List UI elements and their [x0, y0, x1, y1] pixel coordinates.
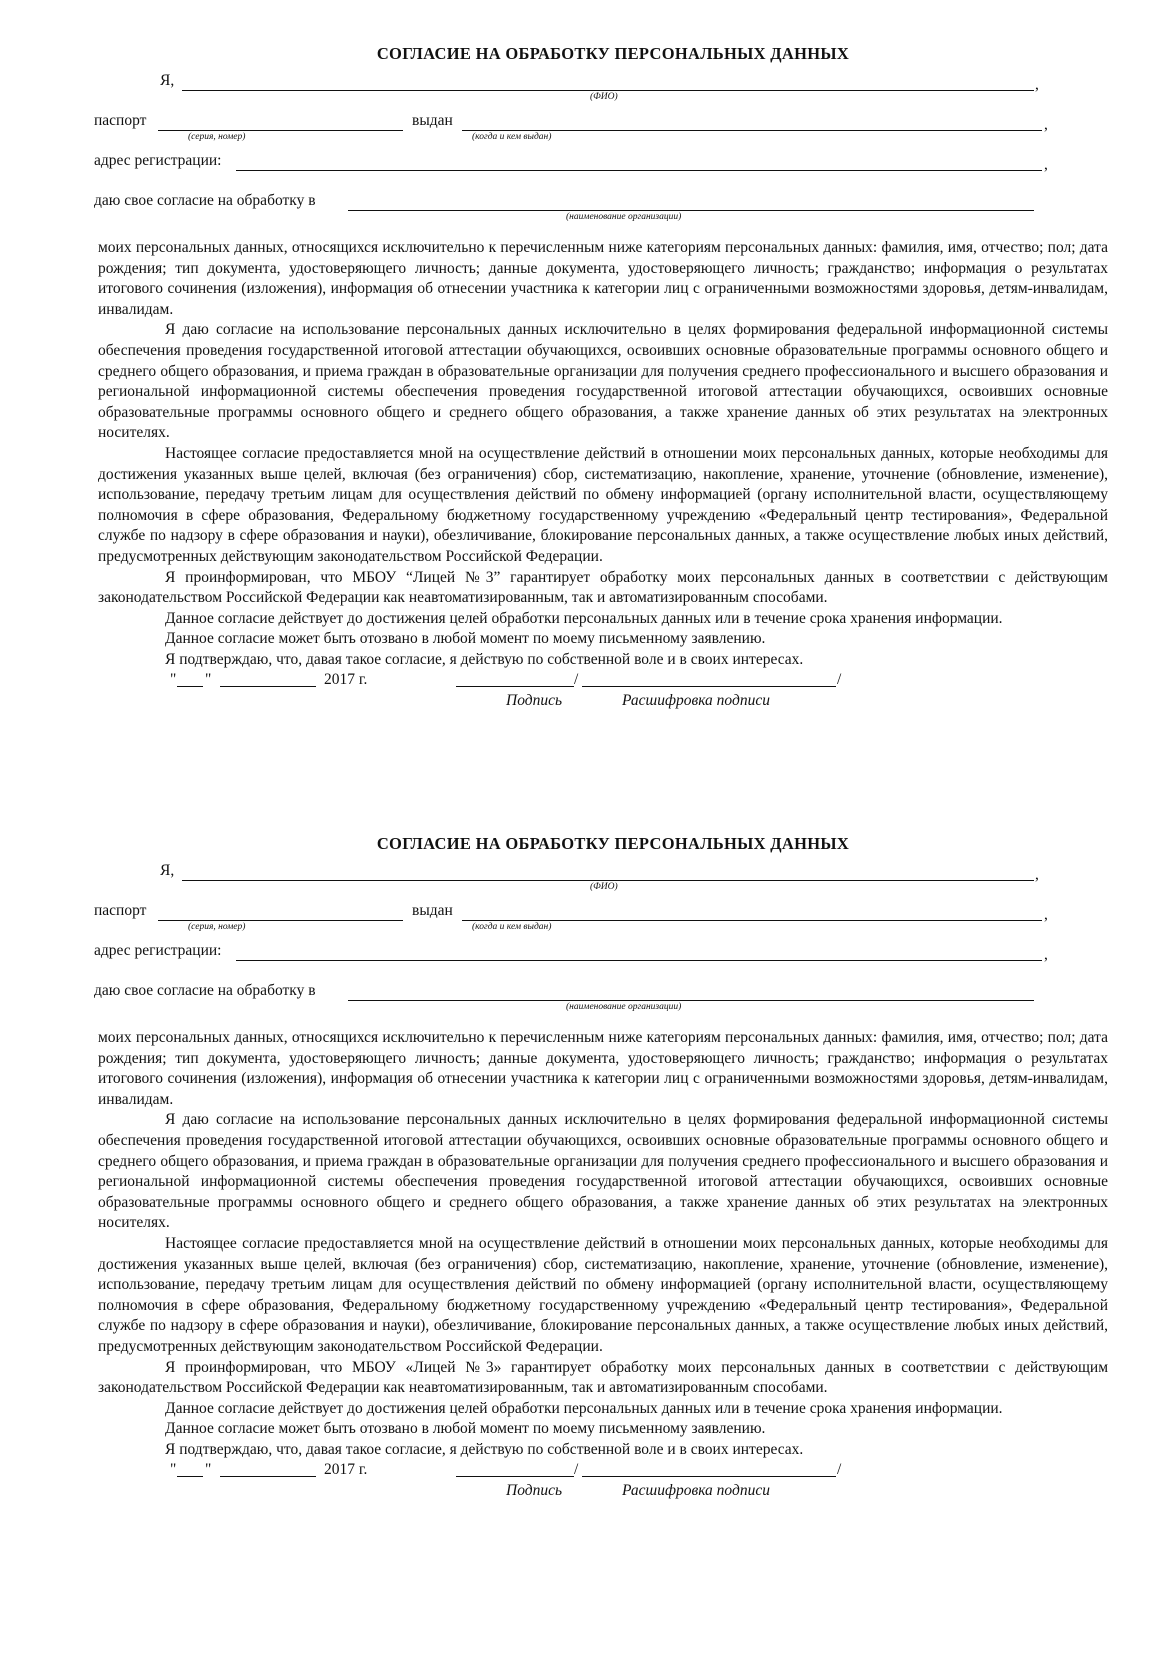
- fio-field[interactable]: [182, 880, 1034, 881]
- paragraph-categories: моих персональных данных, относящихся исключительно к перечисленным ниже категориям персональных данных: фамилия, имя, отчество; пол; дата рождения; тип документа, удостоверяющего личность; данные документа, удостоверяющего личность; гражданство; информация о результатах итогового сочинения (изложения), информация об отнесении участника к категории лиц с ограниченными возможностями здоровья, детям-инвалидам, инвалидам.: [98, 1029, 1108, 1108]
- passport-row: [94, 110, 1108, 150]
- paragraph-confirmation: Я подтверждаю, что, давая такое согласие, я действую по собственной воле и в своих интересах.: [165, 650, 804, 668]
- address-field[interactable]: [236, 960, 1042, 961]
- signature-end-slash: /: [837, 671, 842, 689]
- decoding-caption: Расшифровка подписи: [622, 692, 770, 710]
- signature-caption: Подпись: [506, 1482, 563, 1500]
- fio-field[interactable]: [182, 90, 1034, 91]
- issued-hint: (когда и кем выдан): [472, 922, 552, 932]
- date-month-field[interactable]: [220, 686, 316, 687]
- paragraph-purpose: Я даю согласие на использование персональных данных исключительно в целях формирования федеральной информационной системы обеспечения проведения государственной итоговой аттестации обучающихся, освоивших основные образовательные программы основного общего и среднего общего образования, и приема граждан в образовательные организации для получения среднего профессионального и высшего образования и региональной информационной системы обеспечения проведения государственной итоговой аттестации обучающихся, освоивших основные образовательные программы основного общего и среднего общего образования, а также хранение данных об этих результатах на электронных носителях.: [98, 1111, 1108, 1232]
- consent-body: [98, 238, 1108, 670]
- address-row: [94, 940, 1108, 980]
- signature-decoding-field[interactable]: [582, 1476, 836, 1477]
- date-year: 2017 г.: [324, 671, 368, 689]
- organization-hint: (наименование организации): [566, 1002, 682, 1012]
- paragraph-actions: Настоящее согласие предоставляется мной на осуществление действий в отношении моих персональных данных, которые необходимы для достижения указанных выше целей, включая (без ограничения) сбор, систематизацию, накопление, хранение, уточнение (обновление, изменение), использование, передачу третьим лицам для осуществления действий по обмену информацией (органу исполнительной власти, осуществляющему полномочия в сфере образования, Федеральному бюджетному государственному учреждению «Федеральный центр тестирования», Федеральной службе по надзору в сфере образования и науки), обезличивание, блокирование персональных данных, а также осуществление любых иных действий, предусмотренных действующим законодательством Российской Федерации.: [98, 444, 1108, 565]
- date-year: 2017 г.: [324, 1461, 368, 1479]
- consent-label: даю свое согласие на обработку в: [94, 982, 316, 999]
- passport-row: [94, 900, 1108, 940]
- date-open-quote: ": [170, 671, 177, 689]
- paragraph-validity: Данное согласие действует до достижения целей обработки персональных данных или в течение срока хранения информации.: [165, 609, 1003, 627]
- passport-hint: (серия, номер): [188, 922, 246, 932]
- fio-hint: (ФИО): [590, 92, 618, 102]
- fio-row: [98, 860, 1108, 900]
- signature-decoding-field[interactable]: [582, 686, 836, 687]
- signature-row: [98, 1460, 1108, 1500]
- date-day-field[interactable]: [177, 1476, 203, 1477]
- signature-field[interactable]: [456, 686, 574, 687]
- paragraph-categories: моих персональных данных, относящихся исключительно к перечисленным ниже категориям персональных данных: фамилия, имя, отчество; пол; дата рождения; тип документа, удостоверяющего личность; данные документа, удостоверяющего личность; гражданство; информация о результатах итогового сочинения (изложения), информация об отнесении участника к категории лиц с ограниченными возможностями здоровья, детям-инвалидам, инвалидам.: [98, 239, 1108, 318]
- fio-hint: (ФИО): [590, 882, 618, 892]
- form-title: СОГЛАСИЕ НА ОБРАБОТКУ ПЕРСОНАЛЬНЫХ ДАННЫХ: [376, 44, 850, 63]
- signature-row: [98, 670, 1108, 710]
- issued-hint: (когда и кем выдан): [472, 132, 552, 142]
- address-field[interactable]: [236, 170, 1042, 171]
- date-close-quote: ": [205, 1461, 212, 1479]
- date-day-field[interactable]: [177, 686, 203, 687]
- consent-form-2: [94, 834, 1108, 1500]
- paragraph-actions: Настоящее согласие предоставляется мной на осуществление действий в отношении моих персональных данных, которые необходимы для достижения указанных выше целей, включая (без ограничения) сбор, систематизацию, накопление, хранение, уточнение (обновление, изменение), использование, передачу третьим лицам для осуществления действий по обмену информацией (органу исполнительной власти, осуществляющему полномочия в сфере образования, Федеральному бюджетному государственному учреждению «Федеральный центр тестирования», Федеральной службе по надзору в сфере образования и науки), обезличивание, блокирование персональных данных, а также осуществление любых иных действий, предусмотренных действующим законодательством Российской Федерации.: [98, 1234, 1108, 1355]
- form-title: СОГЛАСИЕ НА ОБРАБОТКУ ПЕРСОНАЛЬНЫХ ДАННЫХ: [376, 834, 850, 853]
- paragraph-validity: Данное согласие действует до достижения целей обработки персональных данных или в течение срока хранения информации.: [165, 1399, 1003, 1417]
- passport-field[interactable]: [158, 130, 403, 131]
- issued-comma: ,: [1044, 906, 1048, 923]
- consent-label: даю свое согласие на обработку в: [94, 192, 316, 209]
- issued-label: выдан: [412, 112, 453, 129]
- paragraph-revocation: Данное согласие может быть отозвано в любой момент по моему письменному заявлению.: [165, 1420, 766, 1438]
- paragraph-revocation: Данное согласие может быть отозвано в любой момент по моему письменному заявлению.: [165, 630, 766, 648]
- date-open-quote: ": [170, 1461, 177, 1479]
- passport-label: паспорт: [94, 902, 147, 919]
- signature-caption: Подпись: [506, 692, 563, 710]
- passport-label: паспорт: [94, 112, 147, 129]
- organization-field[interactable]: [348, 210, 1034, 211]
- paragraph-guarantee: Я проинформирован, что МБОУ «Лицей №3» гарантирует обработку моих персональных данных в соответствии с действующим законодательством Российской Федерации как неавтоматизированным, так и автоматизированным способами.: [98, 1358, 1108, 1397]
- organization-row: [94, 190, 1108, 230]
- fio-comma: ,: [1035, 866, 1039, 883]
- date-month-field[interactable]: [220, 1476, 316, 1477]
- decoding-caption: Расшифровка подписи: [622, 1482, 770, 1500]
- paragraph-guarantee: Я проинформирован, что МБОУ “Лицей №3” гарантирует обработку моих персональных данных в соответствии с действующим законодательством Российской Федерации как неавтоматизированным, так и автоматизированным способами.: [98, 568, 1108, 607]
- paragraph-purpose: Я даю согласие на использование персональных данных исключительно в целях формирования федеральной информационной системы обеспечения проведения государственной итоговой аттестации обучающихся, освоивших основные образовательные программы основного общего и среднего общего образования, и приема граждан в образовательные организации для получения среднего профессионального и высшего образования и региональной информационной системы обеспечения проведения государственной итоговой аттестации обучающихся, освоивших основные образовательные программы основного общего и среднего общего образования, а также хранение данных об этих результатах на электронных носителях.: [98, 321, 1108, 442]
- fio-row: [98, 70, 1108, 110]
- address-label: адрес регистрации:: [94, 942, 222, 959]
- date-close-quote: ": [205, 671, 212, 689]
- address-label: адрес регистрации:: [94, 152, 222, 169]
- signature-slash: /: [574, 671, 579, 689]
- address-comma: ,: [1044, 156, 1048, 173]
- issued-label: выдан: [412, 902, 453, 919]
- passport-hint: (серия, номер): [188, 132, 246, 142]
- fio-comma: ,: [1035, 76, 1039, 93]
- issued-field[interactable]: [462, 130, 1042, 131]
- issued-field[interactable]: [462, 920, 1042, 921]
- organization-hint: (наименование организации): [566, 212, 682, 222]
- fio-label: Я,: [160, 72, 175, 89]
- address-comma: ,: [1044, 946, 1048, 963]
- fio-label: Я,: [160, 862, 175, 879]
- issued-comma: ,: [1044, 116, 1048, 133]
- paragraph-confirmation: Я подтверждаю, что, давая такое согласие, я действую по собственной воле и в своих интересах.: [165, 1440, 804, 1458]
- consent-form-1: [94, 44, 1108, 710]
- passport-field[interactable]: [158, 920, 403, 921]
- address-row: [94, 150, 1108, 190]
- signature-end-slash: /: [837, 1461, 842, 1479]
- consent-body: [98, 1028, 1108, 1460]
- organization-field[interactable]: [348, 1000, 1034, 1001]
- signature-slash: /: [574, 1461, 579, 1479]
- organization-row: [94, 980, 1108, 1020]
- signature-field[interactable]: [456, 1476, 574, 1477]
